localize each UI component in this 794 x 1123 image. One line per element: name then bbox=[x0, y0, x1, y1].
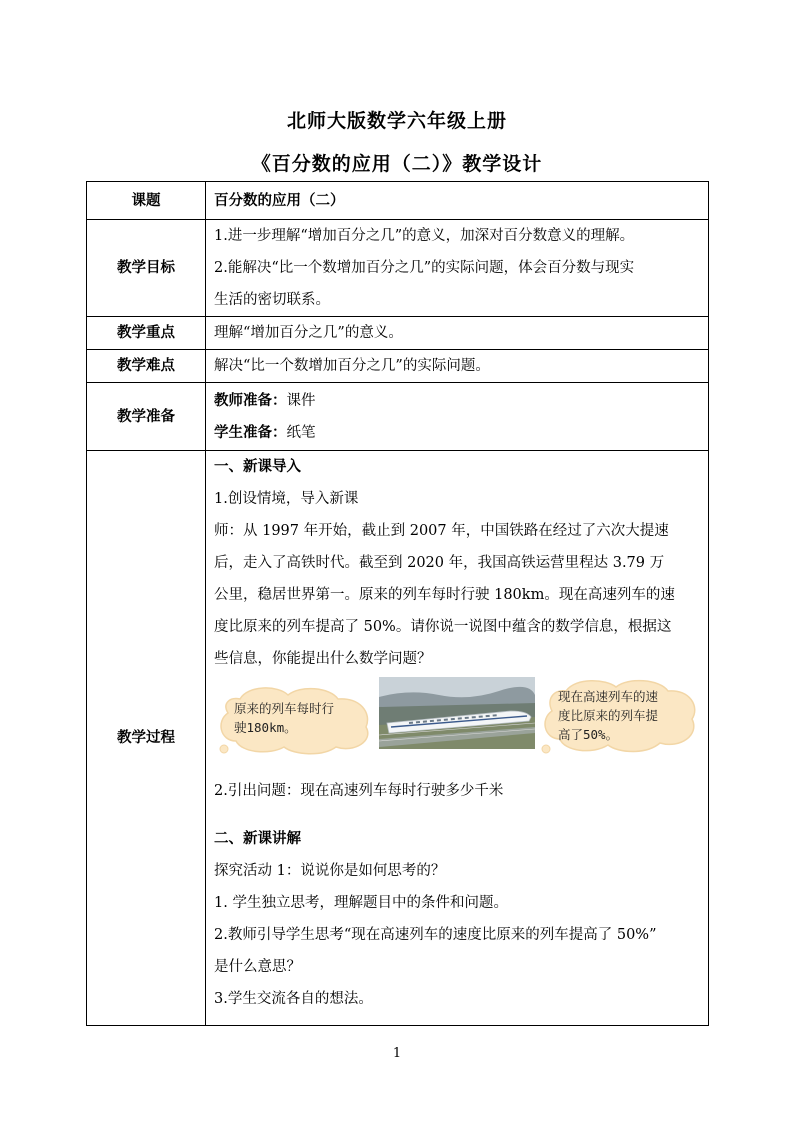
s1-paragraph-4: 度比原来的列车提高了 50%。请你说一说图中蕴含的数学信息，根据这 bbox=[214, 619, 672, 635]
student-prep-label: 学生准备： bbox=[214, 423, 287, 441]
goal-item-2a: 2.能解决“比一个数增加百分之几”的实际问题，体会百分数与现实 bbox=[214, 260, 635, 276]
label-goals: 教学目标 bbox=[87, 220, 206, 317]
s2-item-3: 3.学生交流各自的想法。 bbox=[214, 991, 373, 1007]
value-preparation bbox=[206, 383, 709, 451]
label-key-point: 教学重点 bbox=[87, 317, 206, 350]
document-subtitle: 《百分数的应用（二）》教学设计 bbox=[251, 153, 543, 175]
row-process bbox=[87, 451, 709, 1026]
value-goals bbox=[206, 220, 709, 317]
section-2-title: 二、新课讲解 bbox=[214, 830, 301, 847]
value-difficulty: 解决“比一个数增加百分之几”的实际问题。 bbox=[206, 350, 709, 383]
speech-cloud-right bbox=[540, 677, 700, 757]
cloud-right-line-3: 高了50%。 bbox=[558, 727, 619, 742]
value-process bbox=[206, 451, 709, 1026]
cloud-left-line-1: 原来的列车每时行 bbox=[234, 701, 335, 716]
s1-paragraph-5: 些信息，你能提出什么数学问题？ bbox=[214, 651, 432, 667]
s2-item-1: 1. 学生独立思考，理解题目中的条件和问题。 bbox=[214, 895, 508, 911]
label-preparation: 教学准备 bbox=[87, 383, 206, 451]
s1-item-1: 1.创设情境，导入新课 bbox=[214, 491, 359, 507]
goal-item-2b: 生活的密切联系。 bbox=[214, 292, 330, 308]
document-title: 北师大版数学六年级上册 bbox=[286, 110, 507, 132]
page-number: 1 bbox=[392, 1046, 402, 1061]
s2-item-2b: 是什么意思？ bbox=[214, 959, 301, 975]
speech-cloud-left bbox=[218, 683, 374, 755]
section-1-title: 一、新课导入 bbox=[214, 458, 301, 475]
lesson-plan-table bbox=[86, 181, 709, 1026]
student-prep-value: 纸笔 bbox=[286, 424, 316, 441]
s1-paragraph-1: 师：从 1997 年开始，截止到 2007 年，中国铁路在经过了六次大提速 bbox=[214, 523, 669, 539]
student-preparation bbox=[214, 417, 700, 449]
cloud-right-line-1: 现在高速列车的速 bbox=[558, 689, 659, 704]
train-photo bbox=[379, 677, 535, 749]
s1-paragraph-2: 后，走入了高铁时代。截至到 2020 年，我国高铁运营里程达 3.79 万 bbox=[214, 555, 665, 571]
cloud-left-line-2: 驶180km。 bbox=[234, 720, 297, 735]
s1-paragraph-3: 公里，稳居世界第一。原来的列车每时行驶 180km。现在高速列车的速 bbox=[214, 587, 675, 603]
cloud-right-line-2: 度比原来的列车提 bbox=[558, 708, 659, 723]
teacher-preparation bbox=[214, 385, 700, 417]
value-topic bbox=[206, 182, 709, 220]
spacer bbox=[214, 807, 700, 823]
teacher-prep-label: 教师准备： bbox=[214, 391, 287, 409]
high-speed-train-image bbox=[379, 677, 535, 749]
goal-item-1: 1.进一步理解“增加百分之几”的意义，加深对百分数意义的理解。 bbox=[214, 228, 635, 244]
row-topic bbox=[87, 182, 709, 220]
label-topic: 课题 bbox=[87, 182, 206, 220]
teacher-prep-value: 课件 bbox=[286, 392, 316, 409]
s2-item-2a: 2.教师引导学生思考“现在高速列车的速度比原来的列车提高了 50%” bbox=[214, 927, 657, 943]
s2-activity: 探究活动 1：说说你是如何思考的？ bbox=[214, 863, 446, 879]
row-preparation bbox=[87, 383, 709, 451]
label-process: 教学过程 bbox=[87, 451, 206, 1026]
row-goals bbox=[87, 220, 709, 317]
value-key-point: 理解“增加百分之几”的意义。 bbox=[206, 317, 709, 350]
s1-item-2: 2.引出问题：现在高速列车每时行驶多少千米 bbox=[214, 783, 504, 799]
illustration-row bbox=[214, 677, 700, 769]
row-key-point bbox=[87, 317, 709, 350]
row-difficulty bbox=[87, 350, 709, 383]
topic-text: 百分数的应用（二） bbox=[214, 191, 345, 209]
label-difficulty: 教学难点 bbox=[87, 350, 206, 383]
